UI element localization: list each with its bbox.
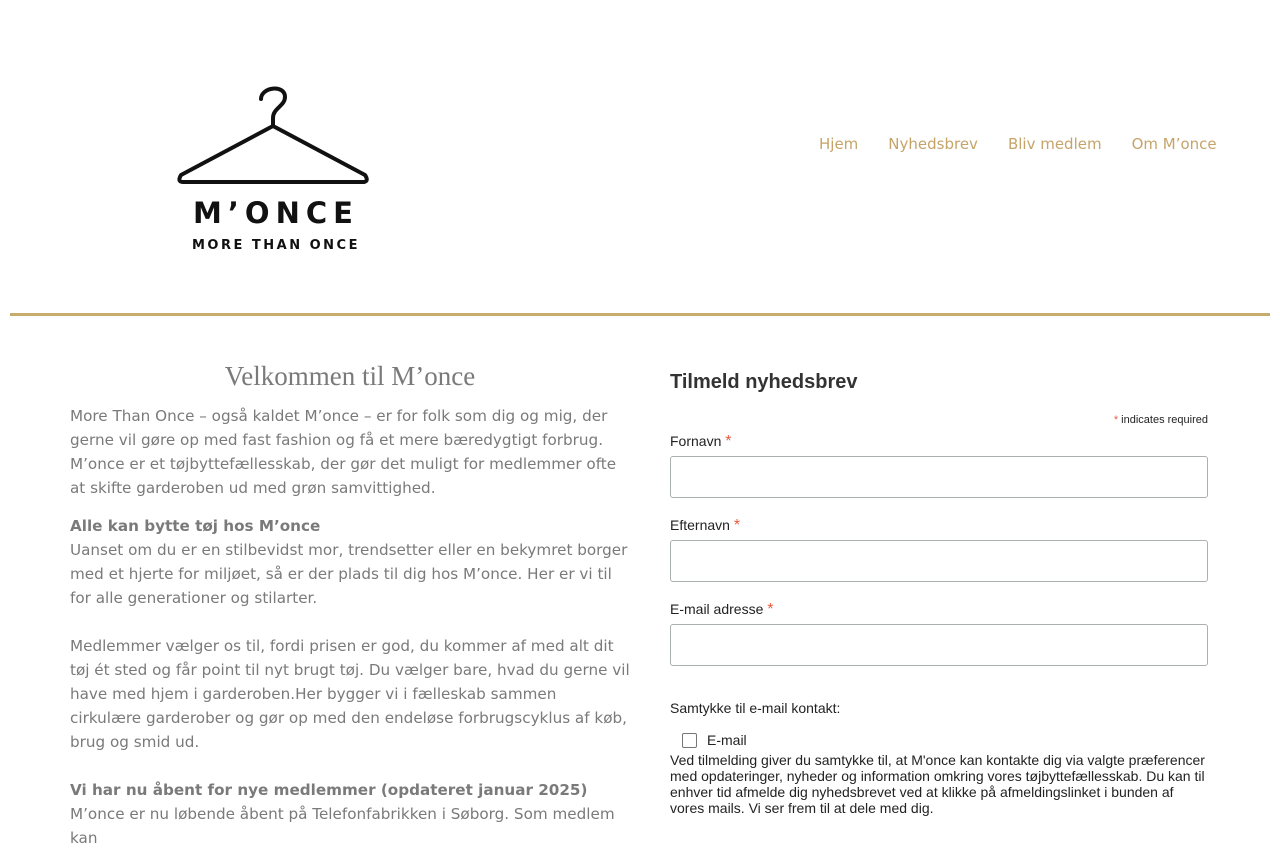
- newsletter-form: [670, 368, 1208, 816]
- site-logo[interactable]: [175, 85, 377, 255]
- last-name-input[interactable]: [670, 540, 1208, 582]
- svg-text:M’ONCE: M’ONCE: [193, 196, 359, 230]
- first-name-label-text: Fornavn: [670, 433, 722, 449]
- section-heading-open: Vi har nu åbent for nye medlemmer (opdateret januar 2025): [70, 781, 588, 799]
- consent-option-row: [682, 732, 1208, 748]
- header-divider: [10, 313, 1270, 316]
- email-consent-checkbox[interactable]: [682, 733, 697, 748]
- intro-paragraph-3: Medlemmer vælger os til, fordi prisen er god, du kommer af med alt dit tøj ét sted og får point til nyt brugt tøj. Du vælger bare, hvad du gerne vil have med hjem i garderoben.Her bygger vi i fælleskab sammen cirkulære garderober og gør op med den endeløse forbrugscyklus af køb, brug og smid ud.: [70, 637, 630, 751]
- email-field: [670, 600, 1208, 666]
- intro-block-2: [70, 514, 630, 610]
- required-asterisk: *: [725, 433, 732, 450]
- page-title: Velkommen til M’once: [224, 361, 476, 391]
- intro-paragraph-2: Uanset om du er en stilbevidst mor, trendsetter eller en bekymret borger med et hjerte for miljøet, så er der plads til dig hos M’once. Her er vi til for alle generationer og stilarter.: [70, 541, 628, 607]
- required-note-text: indicates required: [1121, 414, 1208, 426]
- email-label: [670, 600, 1208, 619]
- required-asterisk: *: [767, 601, 774, 618]
- first-name-field: [670, 432, 1208, 498]
- nav-item-bliv-medlem[interactable]: Bliv medlem: [1007, 135, 1102, 153]
- email-label-text: E-mail adresse: [670, 601, 764, 617]
- email-input[interactable]: [670, 624, 1208, 666]
- required-asterisk: *: [733, 517, 741, 534]
- nav-item-om-monce[interactable]: Om M’once: [1131, 135, 1217, 153]
- svg-text:MORE THAN ONCE: MORE THAN ONCE: [192, 238, 360, 253]
- consent-section: [670, 700, 1208, 816]
- required-asterisk: *: [1113, 414, 1119, 426]
- intro-section: [70, 360, 630, 864]
- first-name-input[interactable]: [670, 456, 1208, 498]
- nav-item-hjem[interactable]: Hjem: [819, 135, 859, 153]
- email-consent-label[interactable]: E-mail: [707, 732, 747, 748]
- main-nav: [804, 133, 1232, 155]
- intro-block-4: [70, 778, 630, 850]
- intro-paragraph: More Than Once – også kaldet M’once – er for folk som dig og mig, der gerne vil gøre op med fast fashion og få et mere bæredygtigt forbrug. M’once er et tøjbyttefællesskab, der gør det muligt for medlemmer ofte at skifte garderoben ud med grøn samvittighed.: [70, 407, 617, 497]
- consent-label: Samtykke til e-mail kontakt:: [670, 700, 841, 716]
- last-name-label-text: Efternavn: [670, 517, 730, 533]
- newsletter-title: Tilmeld nyhedsbrev: [670, 371, 858, 393]
- consent-text: Ved tilmelding giver du samtykke til, at M'once kan kontakte dig via valgte præferencer med opdateringer, nyheder og information omkring vores tøjbyttefællesskab. Du kan til enhver tid afmelde dig nyhedsbrevet ved at klikke på afmeldingslinket i bunden af vores mails. Vi ser frem til at dele med dig.: [670, 752, 1205, 816]
- required-note: [670, 414, 1208, 426]
- last-name-field: [670, 516, 1208, 582]
- hanger-logo-icon: [175, 85, 377, 255]
- site-header: [0, 0, 1280, 316]
- intro-paragraph-4: M’once er nu løbende åbent på Telefonfabrikken i Søborg. Som medlem kan: [70, 805, 615, 847]
- last-name-label: [670, 516, 1208, 535]
- first-name-label: [670, 432, 1208, 451]
- nav-item-nyhedsbrev[interactable]: Nyhedsbrev: [888, 135, 978, 153]
- section-heading: Alle kan bytte tøj hos M’once: [70, 517, 321, 535]
